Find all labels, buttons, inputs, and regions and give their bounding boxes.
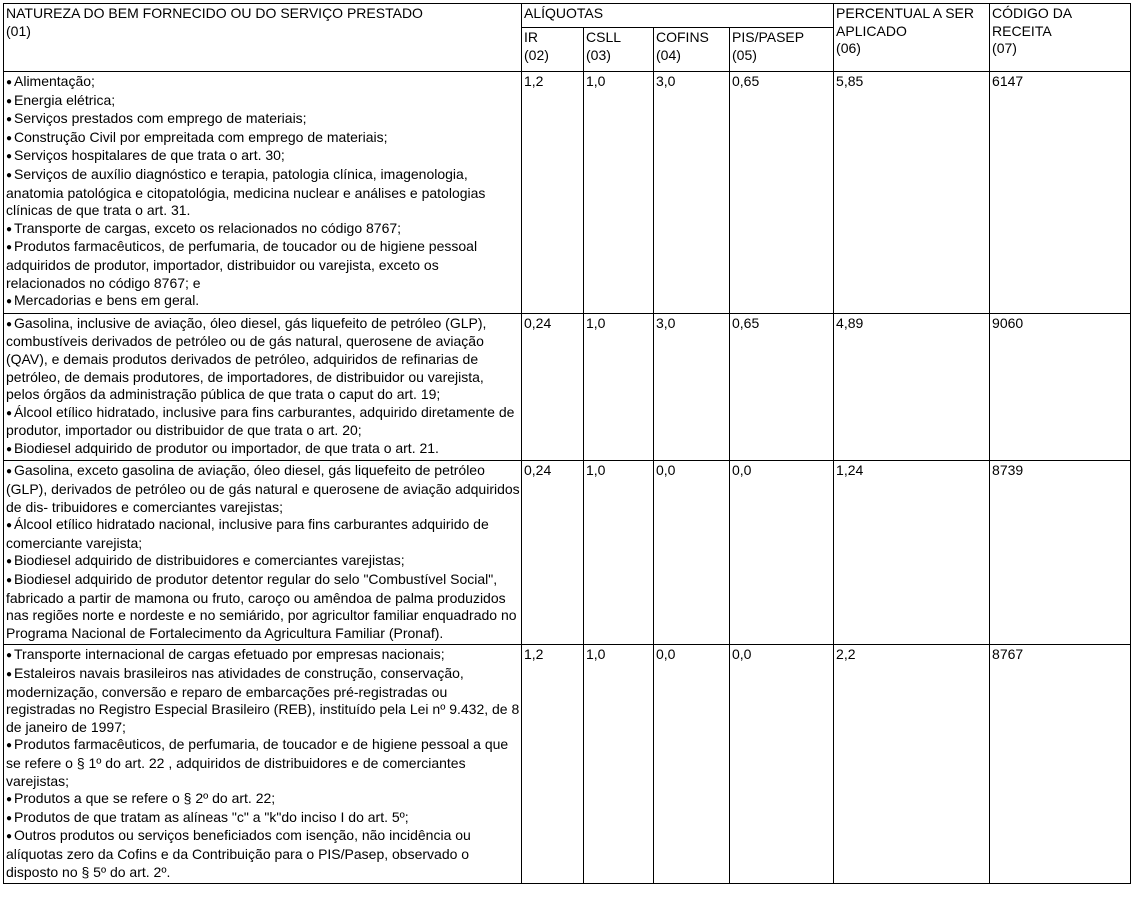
- codigo-cell: [990, 72, 1131, 314]
- list-item: [6, 238, 520, 292]
- list-item-text: Produtos farmacêuticos, de perfumaria, de toucador e de higiene pessoal a que se refere o § 1º do art. 22 , adquiridos de distribuidores e de comerciantes varejistas;: [6, 736, 509, 789]
- list-item-text: Estaleiros navais brasileiros nas atividades de construção, conservação, modernização, conversão e reparo de embarcações pré-registradas ou registradas no Registro Especial Brasileiro (REB), instituído pela Lei nº 9.432, de 8 de janeiro de 1997;: [6, 665, 520, 735]
- bullet-icon: ●: [6, 296, 13, 308]
- ir-value: 1,2: [524, 646, 544, 663]
- list-item: [6, 147, 520, 166]
- list-item: [6, 110, 520, 129]
- codigo-value: 8767: [992, 646, 1024, 663]
- bullet-icon: ●: [6, 132, 13, 144]
- header-natureza-number: (01): [6, 22, 31, 39]
- bullet-icon: ●: [6, 812, 13, 824]
- ir-cell: [522, 72, 584, 314]
- list-item-text: Transporte de cargas, exceto os relacionados no código 8767;: [14, 219, 402, 236]
- header-natureza: [4, 4, 522, 72]
- cofins-cell: [654, 461, 730, 645]
- percentual-cell: [834, 72, 990, 314]
- list-item-text: Produtos a que se refere o § 2º do art. 22;: [14, 790, 276, 807]
- pis-value: 0,0: [732, 646, 752, 663]
- header-cofins-label: COFINS: [656, 29, 709, 45]
- codigo-cell: [990, 461, 1131, 645]
- list-item-text: Mercadorias e bens em geral.: [14, 292, 200, 309]
- list-item-text: Gasolina, exceto gasolina de aviação, óleo diesel, gás liquefeito de petróleo (GLP), derivados de petróleo ou de gás natural e querosene de aviação adquiridos de dis- tribuidores e comerciantes varejistas;: [6, 462, 520, 515]
- percentual-cell: [834, 313, 990, 461]
- list-item-text: Gasolina, inclusive de aviação, óleo diesel, gás liquefeito de petróleo (GLP), combustíveis derivados de petróleo ou de gás natural, querosene de aviação (QAV), e demais produtos derivados de petróleo, adquiridos de refinarias de petróleo, de demais produtores, de importadores, de distribuidor ou varejista, pelos órgãos da administração pública de que trata o caput do art. 19;: [6, 314, 487, 403]
- list-item: [6, 315, 520, 404]
- header-percentual-line1: PERCENTUAL A SER: [836, 5, 975, 21]
- bullet-icon: ●: [6, 669, 13, 680]
- list-item-text: Biodiesel adquirido de produtor detentor regular do selo "Combustível Social", fabricado a partir de mamona ou fruto, caroço ou amêndoa de palma produzidos nas regiões norte e nordeste e no semiárido, por agricultor familiar enquadrado no Programa Nacional de Fortalecimento da Agricultura Familiar (Pronaf).: [6, 571, 517, 641]
- bullet-icon: ●: [6, 740, 13, 752]
- bullet-icon: ●: [6, 831, 13, 843]
- codigo-value: 8739: [992, 462, 1024, 479]
- list-item-text: Produtos de que tratam as alíneas "c" a "k"do inciso I do art. 5º;: [14, 808, 409, 825]
- pis-cell: [730, 461, 834, 645]
- cofins-value: 0,0: [656, 646, 676, 663]
- pis-cell: [730, 72, 834, 314]
- bullet-icon: ●: [6, 575, 13, 587]
- csll-cell: [584, 72, 654, 314]
- list-item-text: Biodiesel adquirido de produtor ou importador, de que trata o art. 21.: [14, 439, 439, 456]
- percentual-value: 5,85: [836, 73, 864, 89]
- natureza-cell: [4, 313, 522, 461]
- csll-value: 1,0: [586, 314, 606, 331]
- list-item: [6, 552, 520, 571]
- list-item: [6, 665, 520, 736]
- table-row: [4, 461, 1131, 645]
- list-item-text: Outros produtos ou serviços beneficiados com isenção, não incidência ou alíquotas zero da Cofins e da Contribuição para o PIS/Pasep, observado o disposto no § 5º do art. 2º.: [6, 827, 471, 880]
- cofins-value: 3,0: [656, 73, 676, 89]
- natureza-cell: [4, 72, 522, 314]
- ir-value: 1,2: [524, 73, 544, 89]
- header-aliquotas: [522, 4, 834, 28]
- csll-cell: [584, 461, 654, 645]
- percentual-value: 2,2: [836, 646, 856, 663]
- header-percentual: [834, 4, 990, 72]
- header-csll-label: CSLL: [586, 29, 622, 45]
- header-pis: [730, 28, 834, 72]
- codigo-value: 6147: [992, 73, 1024, 89]
- pis-cell: [730, 645, 834, 884]
- list-item-text: Serviços de auxílio diagnóstico e terapia, patologia clínica, imagenologia, anatomia patológica e citopatológia, medicina nuclear e análises e patologias clínicas de que trata o art. 31.: [6, 165, 486, 219]
- ir-value: 0,24: [524, 314, 552, 331]
- table-row: [4, 313, 1131, 461]
- bullet-icon: ●: [6, 443, 13, 455]
- list-item-text: Biodiesel adquirido de distribuidores e comerciantes varejistas;: [14, 552, 405, 569]
- header-ir-number: (02): [524, 46, 549, 63]
- list-item: [6, 92, 520, 111]
- csll-cell: [584, 645, 654, 884]
- list-item: [6, 646, 520, 665]
- header-pis-label: PIS/PASEP: [732, 29, 805, 45]
- list-item: [6, 809, 520, 828]
- header-csll-number: (03): [586, 46, 611, 63]
- cofins-value: 0,0: [656, 462, 676, 479]
- natureza-cell: [4, 461, 522, 645]
- list-item-text: Construção Civil por empreitada com emprego de materiais;: [14, 128, 388, 145]
- list-item: [6, 736, 520, 790]
- cofins-cell: [654, 313, 730, 461]
- bullet-icon: ●: [6, 466, 13, 478]
- natureza-cell: [4, 645, 522, 884]
- percentual-value: 4,89: [836, 314, 864, 331]
- percentual-cell: [834, 645, 990, 884]
- bullet-icon: ●: [6, 407, 13, 419]
- header-codigo-number: (07): [992, 40, 1017, 57]
- header-csll: [584, 28, 654, 72]
- list-item-text: Serviços hospitalares de que trata o art. 30;: [14, 147, 285, 164]
- cofins-cell: [654, 645, 730, 884]
- bullet-icon: ●: [6, 242, 13, 254]
- header-row: [4, 4, 1131, 28]
- bullet-icon: ●: [6, 169, 13, 181]
- codigo-cell: [990, 645, 1131, 884]
- percentual-cell: [834, 461, 990, 645]
- header-ir: [522, 28, 584, 72]
- header-cofins-number: (04): [656, 46, 681, 63]
- list-item-text: Serviços prestados com emprego de materiais;: [14, 110, 307, 127]
- header-pis-number: (05): [732, 46, 757, 63]
- list-item: [6, 129, 520, 148]
- list-item-text: Energia elétrica;: [14, 91, 116, 108]
- bullet-icon: ●: [6, 556, 13, 568]
- pis-value: 0,65: [732, 314, 760, 331]
- bullet-icon: ●: [6, 520, 13, 532]
- list-item: [6, 440, 520, 459]
- header-cofins: [654, 28, 730, 72]
- list-item: [6, 220, 520, 239]
- csll-value: 1,0: [586, 73, 606, 89]
- list-item: [6, 462, 520, 516]
- header-codigo-line2: RECEITA: [992, 22, 1052, 39]
- list-item: [6, 73, 520, 92]
- bullet-icon: ●: [6, 318, 13, 330]
- ir-cell: [522, 461, 584, 645]
- pis-value: 0,0: [732, 462, 752, 479]
- ir-cell: [522, 645, 584, 884]
- cofins-cell: [654, 72, 730, 314]
- codigo-cell: [990, 313, 1131, 461]
- bullet-icon: ●: [6, 650, 13, 662]
- ir-cell: [522, 313, 584, 461]
- header-ir-label: IR: [524, 29, 538, 45]
- header-percentual-number: (06): [836, 40, 861, 57]
- list-item: [6, 404, 520, 440]
- bullet-icon: ●: [6, 77, 13, 88]
- bullet-icon: ●: [6, 794, 13, 806]
- list-item: [6, 571, 520, 642]
- pis-value: 0,65: [732, 73, 760, 89]
- list-item-text: Transporte internacional de cargas efetuado por empresas nacionais;: [14, 646, 445, 663]
- list-item: [6, 516, 520, 552]
- list-item-text: Álcool etílico hidratado nacional, inclusive para fins carburantes adquirido de comerciante varejista;: [6, 516, 489, 551]
- csll-cell: [584, 313, 654, 461]
- header-percentual-line2: APLICADO: [836, 22, 907, 39]
- header-codigo: [990, 4, 1131, 72]
- ir-value: 0,24: [524, 462, 552, 479]
- header-natureza-title: NATUREZA DO BEM FORNECIDO OU DO SERVIÇO PRESTADO: [6, 5, 423, 21]
- bullet-icon: ●: [6, 223, 13, 235]
- list-item-text: Produtos farmacêuticos, de perfumaria, de toucador ou de higiene pessoal adquiridos de produtor, importador, distribuidor ou varejista, exceto os relacionados no código 8767; e: [6, 238, 478, 291]
- list-item-text: Álcool etílico hidratado, inclusive para fins carburantes, adquirido diretamente de produtor, importador ou distribuidor de que trata o art. 20;: [6, 403, 515, 439]
- list-item: [6, 166, 520, 220]
- list-item: [6, 790, 520, 809]
- codigo-value: 9060: [992, 314, 1024, 331]
- percentual-value: 1,24: [836, 462, 864, 479]
- list-item: [6, 292, 520, 311]
- csll-value: 1,0: [586, 646, 606, 663]
- list-item-text: Alimentação;: [14, 73, 95, 89]
- csll-value: 1,0: [586, 462, 606, 479]
- header-aliquotas-title: ALÍQUOTAS: [524, 5, 604, 21]
- table-body: [4, 72, 1131, 884]
- cofins-value: 3,0: [656, 314, 676, 331]
- pis-cell: [730, 313, 834, 461]
- list-item: [6, 827, 520, 881]
- bullet-icon: ●: [6, 114, 13, 126]
- bullet-icon: ●: [6, 151, 13, 163]
- table-row: [4, 72, 1131, 314]
- aliquotas-table: [3, 3, 1131, 884]
- table-row: [4, 645, 1131, 884]
- header-codigo-line1: CÓDIGO DA: [992, 5, 1073, 21]
- bullet-icon: ●: [6, 95, 13, 107]
